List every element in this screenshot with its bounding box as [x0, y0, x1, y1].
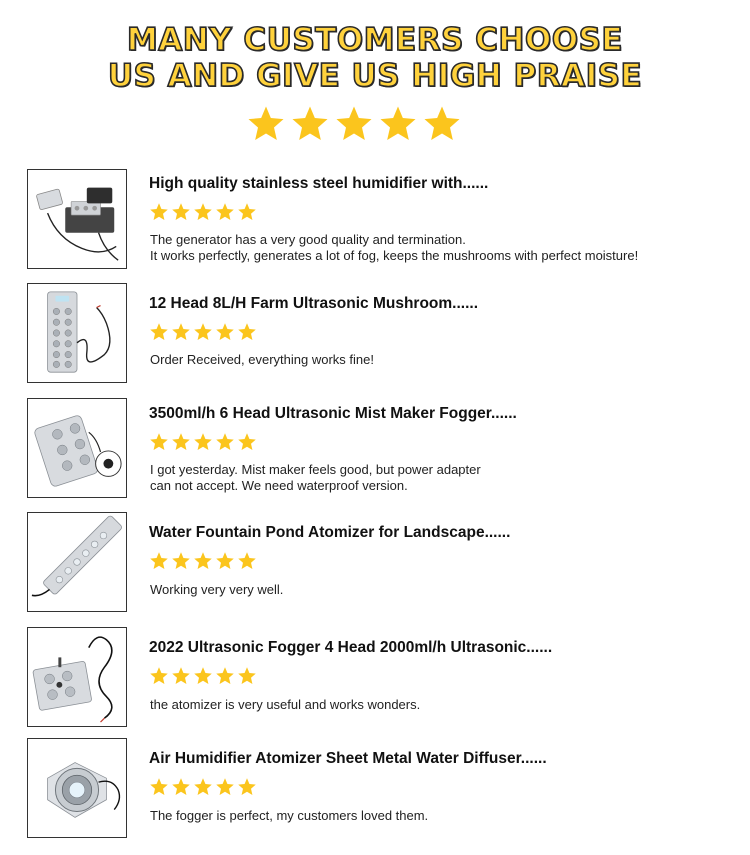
- star-icon: [193, 551, 213, 571]
- star-icon: [215, 551, 235, 571]
- review-text-line: The generator has a very good quality and termination.: [150, 232, 466, 247]
- star-icon: [215, 666, 235, 686]
- review-item: [0, 398, 750, 498]
- star-icon: [215, 777, 235, 797]
- review-text: [150, 462, 481, 493]
- review-text-line: Order Received, everything works fine!: [150, 352, 374, 367]
- star-icon: [237, 202, 257, 222]
- product-thumbnail-4-head[interactable]: [27, 627, 127, 727]
- star-icon: [215, 202, 235, 222]
- star-icon: [171, 322, 191, 342]
- star-icon: [237, 777, 257, 797]
- header-star-rating: [246, 104, 462, 144]
- review-item: [0, 512, 750, 612]
- star-icon: [193, 322, 213, 342]
- review-product-title[interactable]: Air Humidifier Atomizer Sheet Metal Water Diffuser......: [149, 750, 547, 767]
- star-icon: [171, 432, 191, 452]
- product-thumbnail-disc-atomizer[interactable]: [27, 738, 127, 838]
- review-text: [150, 808, 428, 824]
- review-product-title[interactable]: 3500ml/h 6 Head Ultrasonic Mist Maker Fogger......: [149, 405, 517, 422]
- product-thumbnail-6-head[interactable]: [27, 398, 127, 498]
- review-product-title[interactable]: Water Fountain Pond Atomizer for Landscape......: [149, 524, 511, 541]
- star-icon: [215, 322, 235, 342]
- star-icon: [171, 777, 191, 797]
- review-star-rating: [149, 432, 257, 452]
- star-icon: [149, 322, 169, 342]
- star-icon: [246, 104, 286, 144]
- star-icon: [237, 432, 257, 452]
- review-product-title[interactable]: High quality stainless steel humidifier with......: [149, 175, 489, 192]
- star-icon: [149, 551, 169, 571]
- review-product-title[interactable]: 2022 Ultrasonic Fogger 4 Head 2000ml/h Ultrasonic......: [149, 639, 553, 656]
- star-icon: [193, 777, 213, 797]
- star-icon: [290, 104, 330, 144]
- page-header: [0, 22, 750, 94]
- star-icon: [215, 432, 235, 452]
- star-icon: [171, 202, 191, 222]
- product-thumbnail-humidifier[interactable]: [27, 169, 127, 269]
- review-star-rating: [149, 322, 257, 342]
- star-icon: [378, 104, 418, 144]
- headline-line-1: MANY CUSTOMERS CHOOSE: [126, 22, 624, 58]
- review-star-rating: [149, 202, 257, 222]
- review-text-line: can not accept. We need waterproof version.: [150, 477, 408, 493]
- review-text: [150, 232, 638, 263]
- review-text: [150, 352, 374, 368]
- star-icon: [193, 432, 213, 452]
- star-icon: [193, 202, 213, 222]
- product-thumbnail-12-head[interactable]: [27, 283, 127, 383]
- review-text-line: the atomizer is very useful and works wonders.: [150, 697, 421, 712]
- star-icon: [149, 202, 169, 222]
- star-icon: [149, 777, 169, 797]
- review-star-rating: [149, 666, 257, 686]
- review-text: [150, 582, 283, 598]
- review-text: [150, 697, 420, 713]
- star-icon: [193, 666, 213, 686]
- review-item: [0, 283, 750, 383]
- review-item: [0, 169, 750, 269]
- review-text-line: Working very very well.: [150, 582, 284, 597]
- product-thumbnail-pond-atomizer[interactable]: [27, 512, 127, 612]
- review-item: [0, 627, 750, 727]
- star-icon: [237, 666, 257, 686]
- review-product-title[interactable]: 12 Head 8L/H Farm Ultrasonic Mushroom......: [149, 295, 479, 312]
- review-text-line: The fogger is perfect, my customers loved them.: [150, 808, 429, 823]
- review-star-rating: [149, 777, 257, 797]
- review-text-line: I got yesterday. Mist maker feels good, but power adapter: [150, 462, 481, 477]
- star-icon: [171, 666, 191, 686]
- review-star-rating: [149, 551, 257, 571]
- star-icon: [237, 322, 257, 342]
- star-icon: [422, 104, 462, 144]
- star-icon: [149, 432, 169, 452]
- star-icon: [171, 551, 191, 571]
- review-item: [0, 738, 750, 838]
- star-icon: [149, 666, 169, 686]
- headline-line-2: US AND GIVE US HIGH PRAISE: [107, 58, 643, 94]
- review-text-line: It works perfectly, generates a lot of fog, keeps the mushrooms with perfect moisture!: [150, 247, 639, 263]
- star-icon: [334, 104, 374, 144]
- star-icon: [237, 551, 257, 571]
